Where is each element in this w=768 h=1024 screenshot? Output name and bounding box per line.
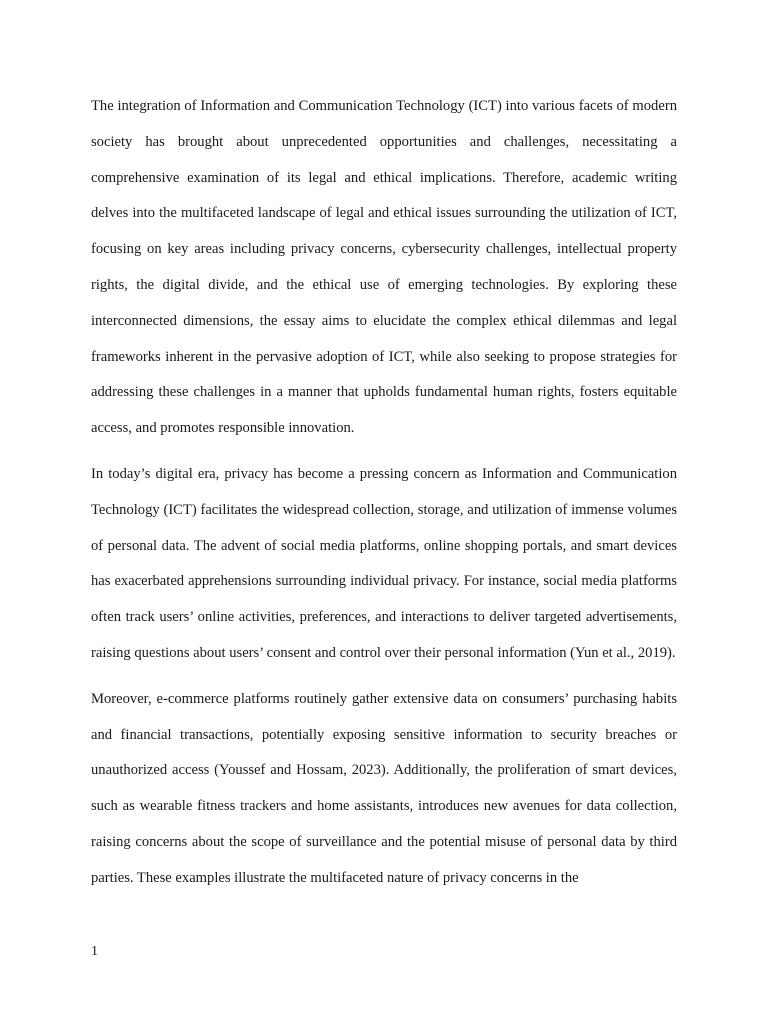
paragraph-privacy-concerns: In today’s digital era, privacy has become a pressing concern as Information and Communication Technology (ICT) facilitates the widespread collection, storage, and utilization of immense volumes of personal data. The advent of social media platforms, online shopping portals, and smart devices has exacerbated apprehensions surrounding individual privacy. For instance, social media platforms often track users’ online activities, preferences, and interactions to deliver targeted advertisements, raising questions about users’ consent and control over their personal information (Yun et al., 2019).	[91, 465, 677, 661]
page-number: 1	[91, 944, 98, 959]
document-body	[91, 89, 677, 907]
paragraph-introduction: The integration of Information and Communication Technology (ICT) into various facets of modern society has brought about unprecedented opportunities and challenges, necessitating a comprehensive examination of its legal and ethical implications. Therefore, academic writing delves into the multifaceted landscape of legal and ethical issues surrounding the utilization of ICT, focusing on key areas including privacy concerns, cybersecurity challenges, intellectual property rights, the digital divide, and the ethical use of emerging technologies. By exploring these interconnected dimensions, the essay aims to elucidate the complex ethical dilemmas and legal frameworks inherent in the pervasive adoption of ICT, while also seeking to propose strategies for addressing these challenges in a manner that upholds fundamental human rights, fosters equitable access, and promotes responsible innovation.	[91, 98, 677, 437]
paragraph-ecommerce-data: Moreover, e-commerce platforms routinely gather extensive data on consumers’ purchasing habits and financial transactions, potentially exposing sensitive information to security breaches or unauthorized access (Youssef and Hossam, 2023). Additionally, the proliferation of smart devices, such as wearable fitness trackers and home assistants, introduces new avenues for data collection, raising concerns about the scope of surveillance and the potential misuse of personal data by third parties. These examples illustrate the multifaceted nature of privacy concerns in the	[91, 690, 677, 886]
